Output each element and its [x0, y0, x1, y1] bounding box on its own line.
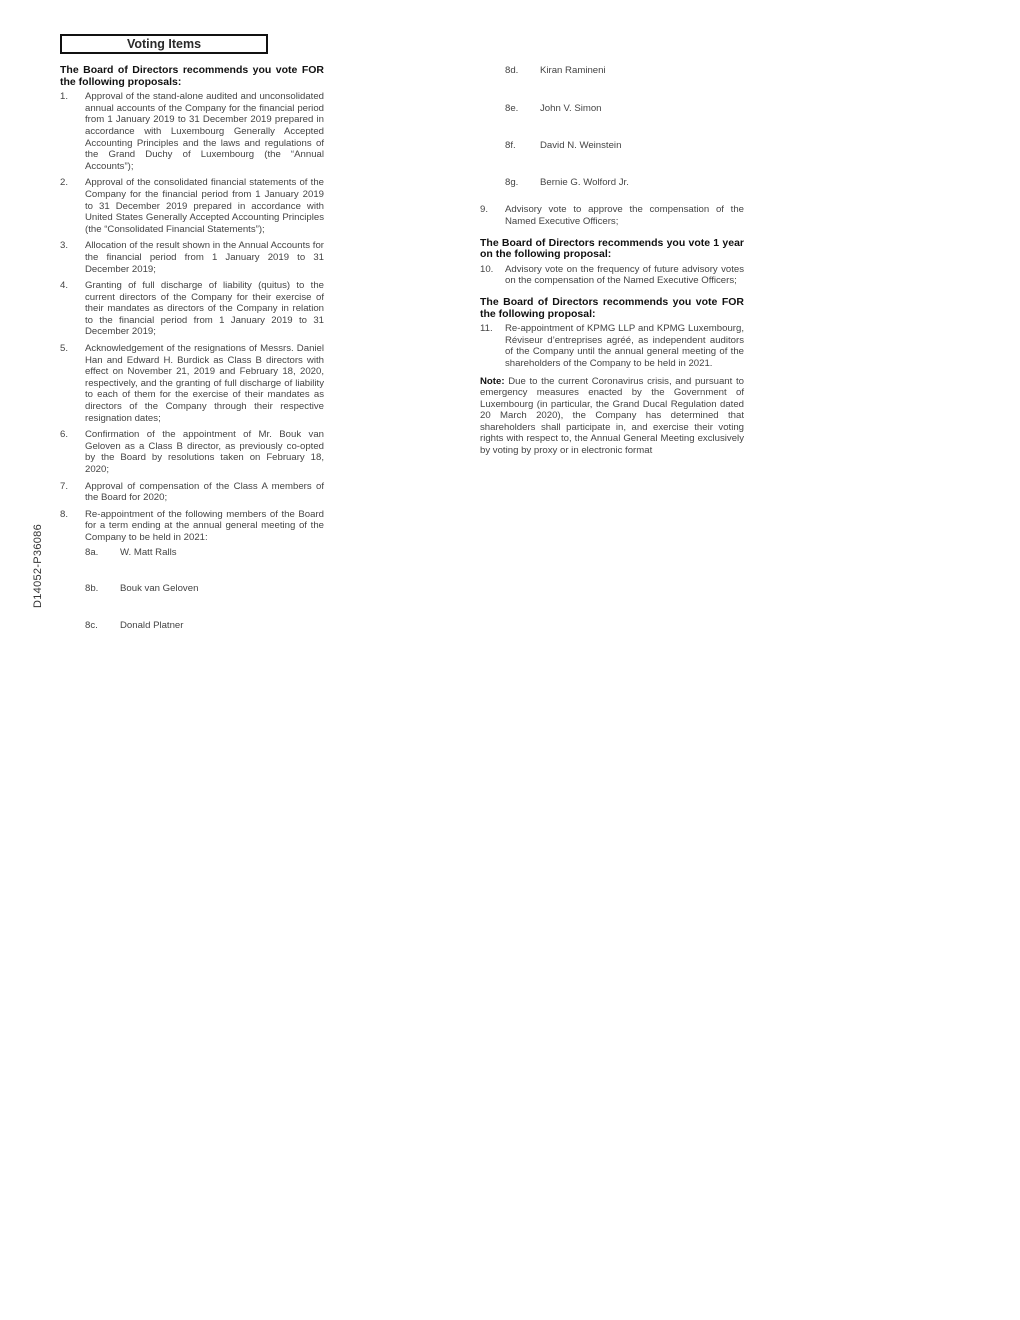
proposal-text: Approval of compensation of the Class A members of the Board for 2020; [85, 480, 324, 504]
director-subitem [60, 583, 324, 595]
note-text: Due to the current Coronavirus crisis, and pursuant to emergency measures enacted by the Government of Luxembourg (in particular, the Grand Ducal Regulation dated 20 March 2020), the Company has determined that shareholders shall participate in, and exercise their voting rights with respect to, the Annual General Meeting exclusively by voting by proxy or in electronic format [480, 375, 744, 457]
proposal-text: Acknowledgement of the resignations of Messrs. Daniel Han and Edward H. Burdick as Class B directors with effect on November 21, 2019 and February 18, 2020, respectively, and the granting of full discharge of liability to each of them for the exercise of their mandates as directors of the Company through their respective resignation dates; [85, 343, 324, 424]
subitem-number: 8g. [505, 176, 519, 188]
proposal-item [60, 509, 324, 544]
proposal-item [60, 91, 324, 172]
proposal-number: 4. [60, 280, 69, 292]
proposal-number: 7. [60, 480, 69, 492]
proposal-item [60, 177, 324, 235]
proposal-number: 11. [480, 323, 493, 335]
subitem-number: 8b. [85, 583, 99, 595]
director-name: Kiran Ramineni [540, 65, 606, 76]
director-subitem [480, 177, 744, 189]
proposal-item [60, 343, 324, 424]
subitem-number: 8c. [85, 619, 98, 631]
director-subitem [480, 65, 744, 77]
proposal-text: Approval of the consolidated financial statements of the Company for the financial period from 1 January 2019 to 31 December 2019 prepared in accordance with United States Generally Accepted Accounting Principles (the “Consolidated Financial Statements”); [85, 177, 324, 235]
director-name: Donald Platner [120, 619, 184, 631]
director-subitem [480, 103, 744, 115]
proposal-text: Approval of the stand-alone audited and unconsolidated annual accounts of the Company for the financial period from 1 January 2019 to 31 December 2019 prepared in accordance with Luxembourg Generally Accepted Accounting Principles and the laws and regulations of the Grand Duchy of Luxembourg (the “Annual Accounts”); [85, 91, 324, 172]
proposal-item [480, 264, 744, 287]
recommendation-heading: The Board of Directors recommends you vote FOR the following proposal: [480, 295, 744, 320]
subitem-number: 8e. [505, 102, 519, 114]
recommendation-heading: The Board of Directors recommends you vote 1 year on the following proposal: [480, 236, 744, 261]
director-subitem [60, 547, 324, 559]
director-name: W. Matt Ralls [120, 546, 177, 558]
proposal-text: Allocation of the result shown in the Annual Accounts for the financial period from 1 January 2019 to 31 December 2019; [85, 240, 324, 275]
subitem-number: 8d. [505, 65, 519, 76]
director-name: Bouk van Geloven [120, 583, 199, 595]
proposal-text: Confirmation of the appointment of Mr. Bouk van Geloven as a Class B director, as previously co-opted by the Board by resolutions taken on February 18, 2020; [85, 429, 324, 475]
proposal-number: 2. [60, 177, 69, 189]
proposal-text: Re-appointment of the following members of the Board for a term ending at the annual general meeting of the Company to be held in 2021: [85, 508, 324, 543]
proposal-text: Re-appointment of KPMG LLP and KPMG Luxembourg, Réviseur d’entreprises agréé, as independent auditors of the Company until the annual general meeting of the shareholders of the Company to be held in 2021. [505, 323, 744, 369]
proposal-item [480, 323, 744, 369]
proposal-item [60, 240, 324, 275]
proposal-text: Advisory vote to approve the compensation of the Named Executive Officers; [505, 204, 744, 227]
director-subitem [60, 620, 324, 632]
proposal-item [480, 204, 744, 227]
proposal-number: 5. [60, 343, 69, 355]
proposal-text: Advisory vote on the frequency of future advisory votes on the compensation of the Named Executive Officers; [505, 263, 744, 287]
director-name: Bernie G. Wolford Jr. [540, 176, 629, 188]
proposal-number: 6. [60, 429, 69, 441]
voting-items-title: Voting Items [60, 34, 268, 54]
proposal-text: Granting of full discharge of liability (quitus) to the current directors of the Company for their exercise of their mandates as directors of the Company in relation to the financial period from 1 January 2019 to 31 December 2019; [85, 280, 324, 338]
proposal-number: 1. [60, 91, 69, 103]
subitem-number: 8f. [505, 140, 516, 152]
proposal-number: 10. [480, 263, 494, 275]
proposal-item [60, 280, 324, 338]
proposal-number: 8. [60, 508, 69, 520]
left-column [60, 65, 324, 631]
director-subitem [480, 140, 744, 152]
document-code: D14052-P36086 [32, 523, 44, 608]
proposal-item [60, 481, 324, 504]
director-name: David N. Weinstein [540, 140, 622, 152]
proposal-number: 3. [60, 240, 69, 252]
covid-note [480, 376, 744, 457]
subitem-number: 8a. [85, 546, 99, 558]
recommendation-heading: The Board of Directors recommends you vote FOR the following proposals: [60, 64, 324, 88]
director-name: John V. Simon [540, 102, 602, 114]
note-label: Note: [480, 375, 505, 387]
right-column [480, 65, 744, 466]
proposal-number: 9. [480, 204, 489, 216]
proposal-item [60, 429, 324, 475]
